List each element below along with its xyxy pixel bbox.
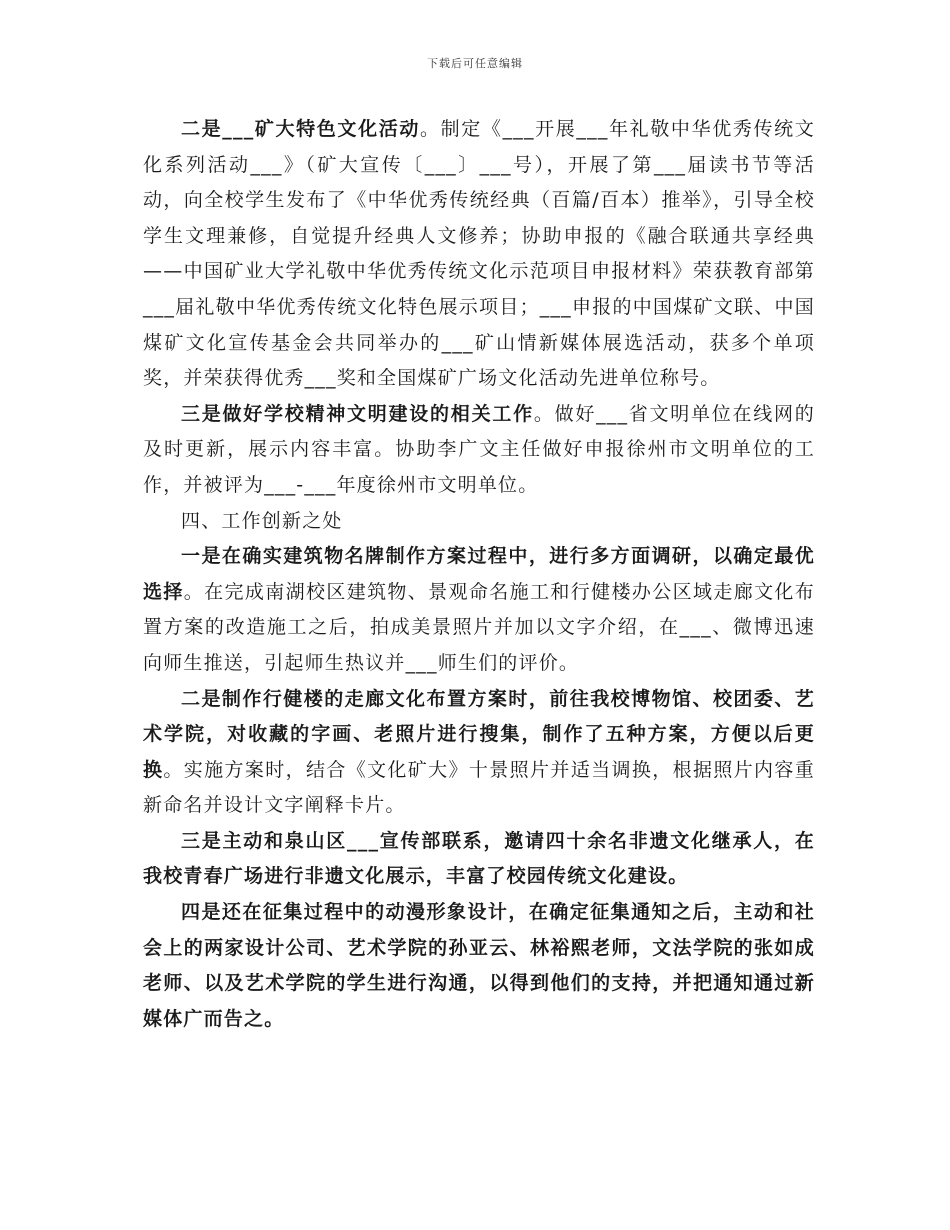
paragraph-body: 。实施方案时，结合《文化矿大》十景照片并适当调换，根据照片内容重新命名并设计文字阐释卡片。 <box>143 758 815 817</box>
paragraph-lead: 三是主动和泉山区___宣传部联系，邀请四十余名非遗文化继承人，在我校青春广场进行非遗文化展示，丰富了校园传统文化建设。 <box>143 829 815 888</box>
innovation-item-2 <box>143 682 815 824</box>
paragraph-lead: 四是还在征集过程中的动漫形象设计，在确定征集通知之后，主动和社会上的两家设计公司、艺术学院的孙亚云、林裕熙老师，文法学院的张如成老师、以及艺术学院的学生进行沟通，以得到他们的支持，并把通知通过新媒体广而告之。 <box>143 901 815 1030</box>
paragraph-lead: 二是___矿大特色文化活动 <box>181 118 421 140</box>
innovation-item-3 <box>143 824 815 895</box>
paragraph-lead: 三是做好学校精神文明建设的相关工作 <box>181 402 534 425</box>
innovation-item-1 <box>143 539 815 681</box>
page-header: 下载后可任意编辑 <box>427 57 523 70</box>
paragraph-body: 。制定《___开展___年礼敬中华优秀传统文化系列活动___》（矿大宣传〔___〕___号），开展了第___届读书节等活动，向全校学生发布了《中华优秀传统经典（百篇/百本）推举》，引导全校学生文理兼修，自觉提升经典人文修养；协助申报的《融合联通共享经典——中国矿业大学礼敬中华优秀传统文化示范项目申报材料》荣获教育部第___届礼敬中华优秀传统文化特色展示项目；___申报的中国煤矿文联、中国煤矿文化宣传基金会共同举办的___矿山情新媒体展选活动，获多个单项奖，并荣获得优秀___奖和全国煤矿广场文化活动先进单位称号。 <box>143 118 815 390</box>
paragraph-body: 。做好___省文明单位在线网的及时更新，展示内容丰富。协助李广文主任做好申报徐州市文明单位的工作，并被评为___-___年度徐州市文明单位。 <box>143 402 815 496</box>
section-heading: 四、工作创新之处 <box>181 509 343 532</box>
paragraph-civilization-work <box>143 397 815 504</box>
paragraph-culture-activities <box>143 112 815 397</box>
innovation-item-4 <box>143 895 815 1037</box>
paragraph-lead: 二是制作行健楼的走廊文化布置方案时，前往我校博物馆、校团委、艺术学院，对收藏的字画、老照片进行搜集，制作了五种方案，方便以后更换 <box>143 687 815 781</box>
document-body <box>143 112 815 1037</box>
paragraph-lead: 一是在确实建筑物名牌制作方案过程中，进行多方面调研，以确定最优选择 <box>143 545 815 603</box>
paragraph-body: 。在完成南湖校区建筑物、景观命名施工和行健楼办公区域走廊文化布置方案的改造施工之后，拍成美景照片并加以文字介绍，在___、微博迅速向师生推送，引起师生热议并___师生们的评价。 <box>143 580 816 674</box>
